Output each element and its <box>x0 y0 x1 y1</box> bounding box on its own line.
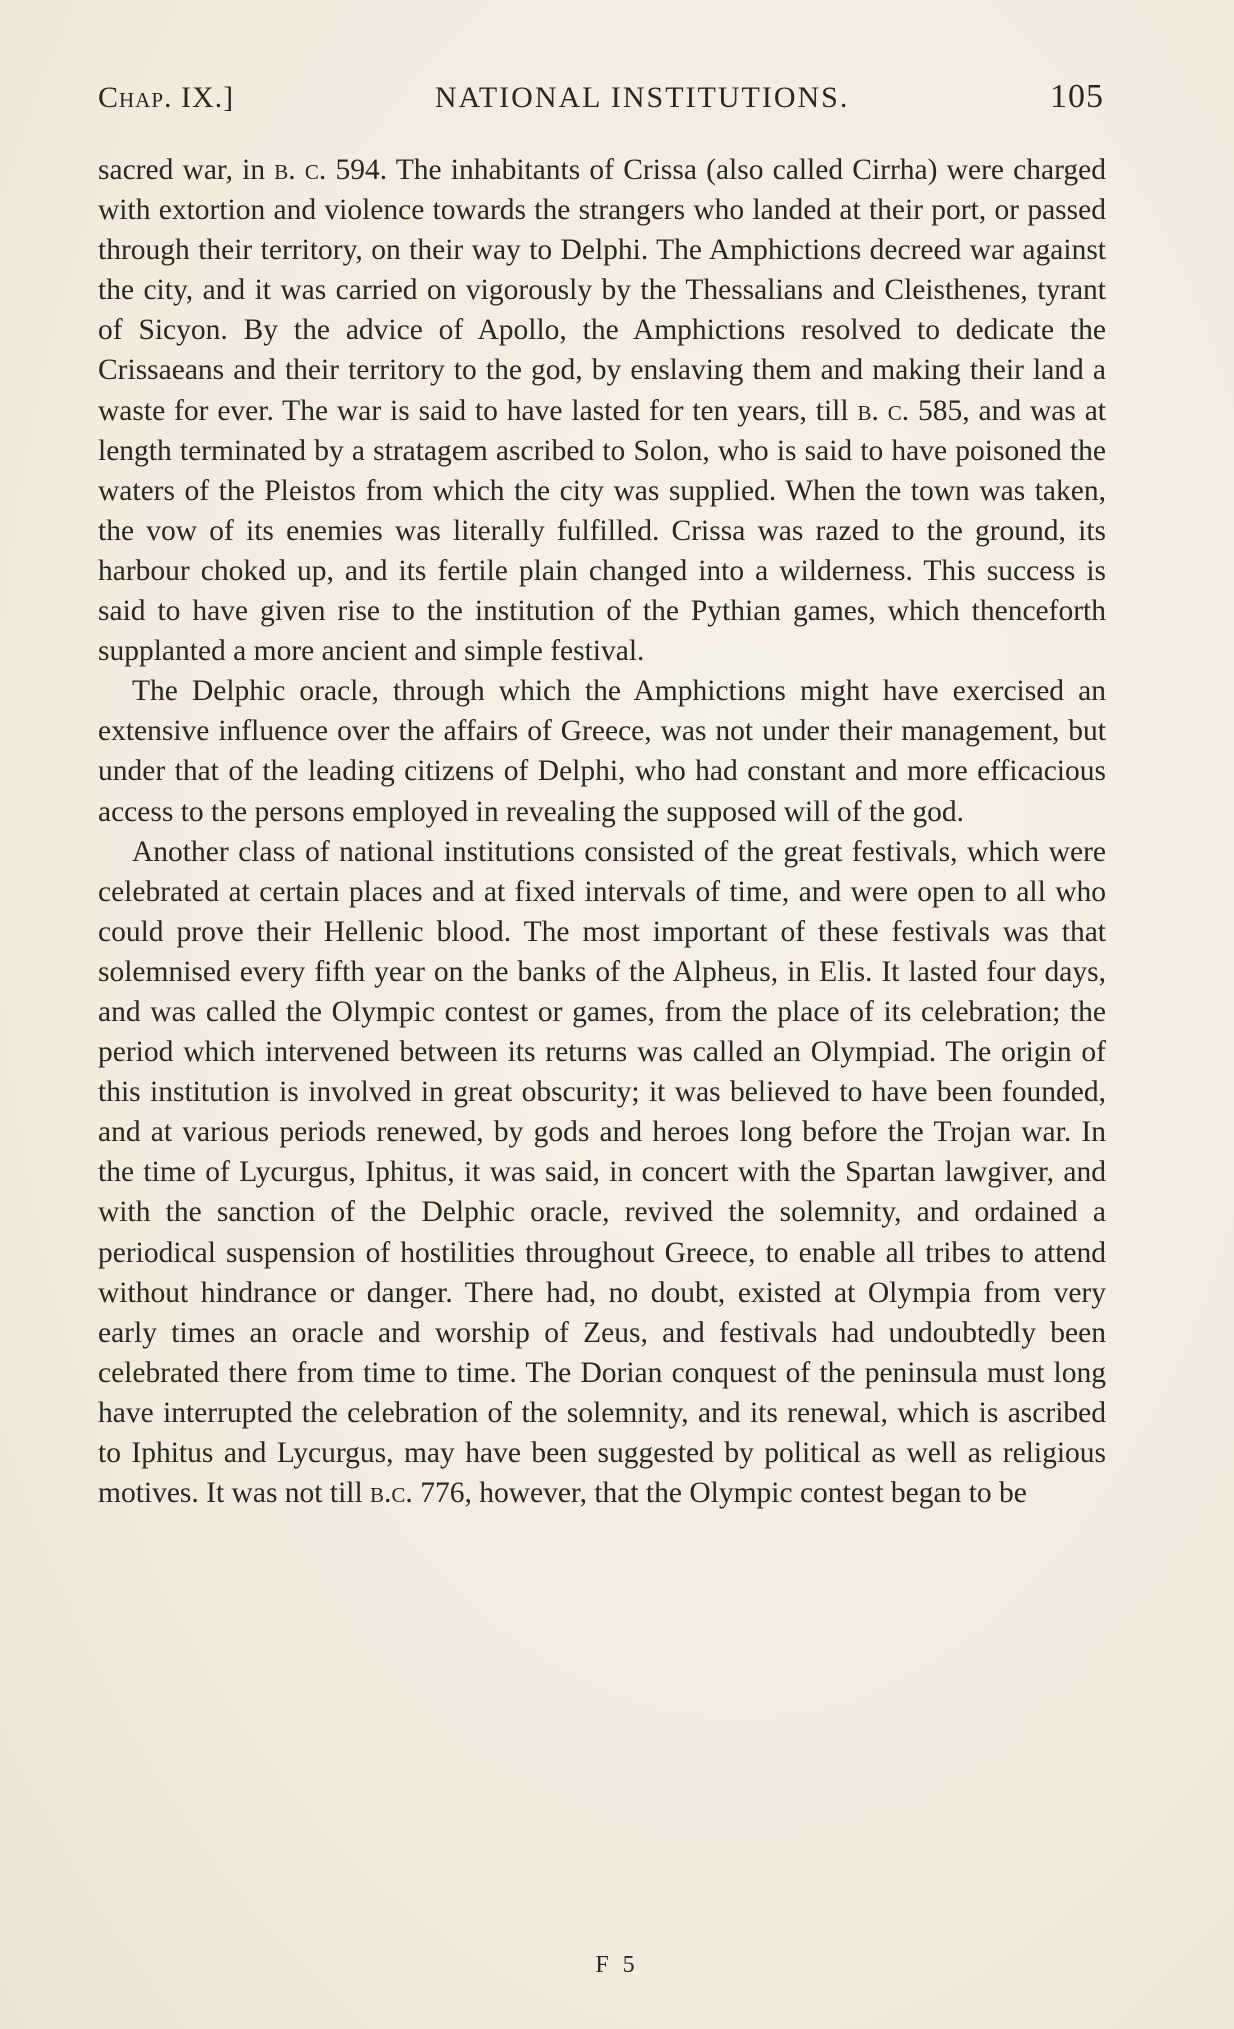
running-title: NATIONAL INSTITUTIONS. <box>434 81 850 114</box>
paragraph <box>98 832 1106 1514</box>
paragraph <box>98 671 1106 831</box>
era-abbreviation: b. c. <box>857 394 910 427</box>
chapter-label: Chap. IX.] <box>98 81 235 114</box>
text-run: Another class of national institutions consisted of the great festivals, which were celebrated at certain places and at fixed intervals of time, and were open to all who could prove their Hellenic blood. The most important of these festivals was that solemnised every fifth year on the banks of the Alpheus, in Elis. It lasted four days, and was called the Olympic contest or games, from the place of its celebration; the period which intervened between its returns was called an Olympiad. The origin of this institution is involved in great obscurity; it was believed to have been founded, and at various periods renewed, by gods and heroes long before the Trojan war. In the time of Lycurgus, Iphitus, it was said, in concert with the Spartan lawgiver, and with the sanction of the Delphic oracle, revived the solemnity, and ordained a periodical suspension of hostilities throughout Greece, to enable all tribes to attend without hindrance or danger. There had, no doubt, existed at Olympia from very early times an oracle and worship of Zeus, and festivals had undoubtedly been celebrated there from time to time. The Dorian conquest of the peninsula must long have interrupted the celebration of the solemnity, and its renewal, which is ascribed to Iphitus and Lycurgus, may have been suggested by political as well as religious motives. It was not till <box>98 835 1106 1510</box>
signature-mark: F 5 <box>595 1952 639 1978</box>
text-run: 585, and was at length terminated by a stratagem ascribed to Solon, who is said to have poisoned the waters of the Pleistos from which the city was supplied. When the town was taken, the vow of its enemies was literally fulfilled. Crissa was razed to the ground, its harbour choked up, and its fertile plain changed into a wilderness. This success is said to have given rise to the institution of the Pythian games, which thenceforth supplanted a more ancient and simple festival. <box>98 394 1107 668</box>
text-run: 776, however, that the Olympic contest began to be <box>412 1477 1027 1510</box>
paragraph <box>98 150 1106 671</box>
body-text <box>98 150 1106 1513</box>
running-header <box>98 78 1104 128</box>
text-run: 594. The inhabitants of Crissa (also called Cirrha) were charged with extortion and violence towards the strangers who landed at their port, or passed through their territory, on their way to Delphi. The Amphictions decreed war against the city, and it was carried on vigorously by the Thessalians and Cleisthenes, tyrant of Sicyon. By the advice of Apollo, the Amphictions resolved to dedicate the Crissaeans and their territory to the god, by enslaving them and making their land a waste for ever. The war is said to have lasted for ten years, till <box>98 154 1107 427</box>
text-run: sacred war, in <box>98 154 275 186</box>
page-number: 105 <box>1050 78 1104 115</box>
era-abbreviation: b.c. <box>370 1477 413 1510</box>
era-abbreviation: b. c. <box>274 154 327 186</box>
text-run: The Delphic oracle, through which the Amphictions might have exercised an extensive influence over the affairs of Greece, was not under their management, but under that of the leading citizens of Delphi, who had constant and more efficacious access to the persons employed in revealing the supposed will of the god. <box>98 675 1106 828</box>
